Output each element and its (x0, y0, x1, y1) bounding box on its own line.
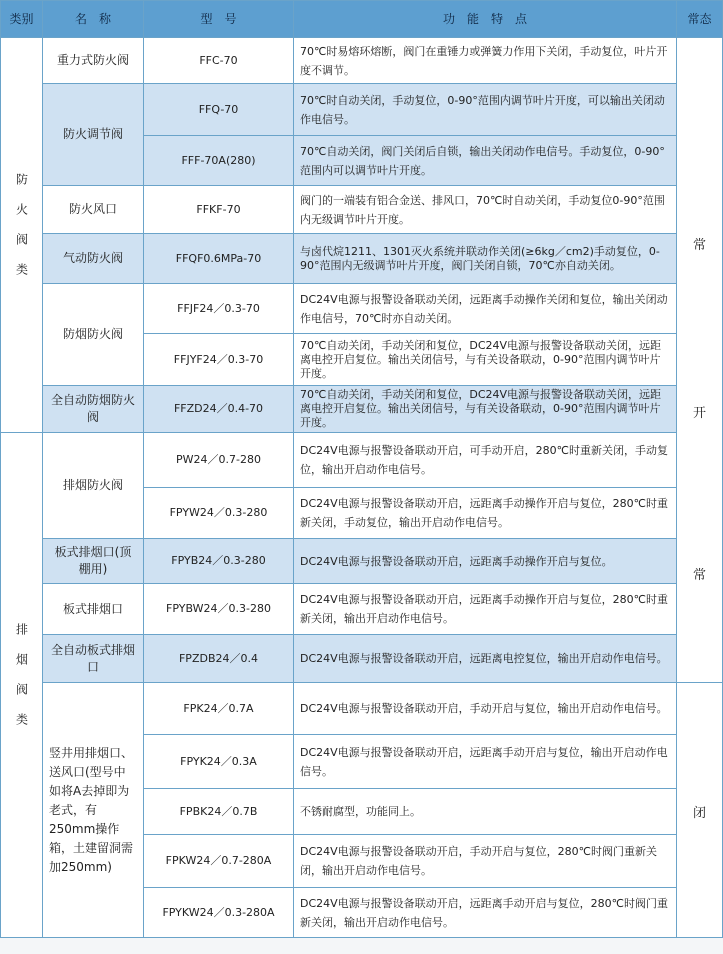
function-cell: DC24V电源与报警设备联动关闭，远距离手动操作关闭和复位，输出关闭动作电信号，70℃时亦自动关闭。 (294, 284, 677, 334)
function-cell: 阀门的一端装有铝合金送、排风口，70℃时自动关闭，手动复位0-90°范围内无级调节叶片开度。 (294, 186, 677, 234)
function-cell: 70℃时自动关闭，手动复位，0-90°范围内调节叶片开度，可以输出关闭动作电信号。 (294, 84, 677, 136)
table-row (1, 539, 723, 584)
table-row (1, 635, 723, 683)
category-fire (1, 38, 43, 433)
name-cell: 板式排烟口(顶棚用) (43, 539, 144, 584)
model-cell: FFZD24／0.4-70 (144, 386, 294, 433)
state-cell-open (677, 38, 723, 683)
model-cell: FPBK24／0.7B (144, 789, 294, 835)
model-cell: FFQ-70 (144, 84, 294, 136)
header-function: 功 能 特 点 (294, 1, 677, 38)
state-char: 开 (692, 406, 706, 421)
model-cell: FFJYF24／0.3-70 (144, 334, 294, 386)
name-cell: 排烟防火阀 (43, 433, 144, 539)
category-smoke-text: 排烟阀类 (14, 622, 29, 743)
name-cell: 全自动防烟防火阀 (43, 386, 144, 433)
state-char: 常 (692, 238, 706, 253)
model-cell: FFQF0.6MPa-70 (144, 234, 294, 284)
function-cell: 不锈耐腐型，功能同上。 (294, 789, 677, 835)
name-cell: 全自动板式排烟口 (43, 635, 144, 683)
name-cell: 气动防火阀 (43, 234, 144, 284)
function-cell: DC24V电源与报警设备联动开启，手动开启与复位，280℃时阀门重新关闭，输出开启动作电信号。 (294, 835, 677, 888)
model-cell: FFF-70A(280) (144, 136, 294, 186)
table-row (1, 683, 723, 735)
model-cell: FPYB24／0.3-280 (144, 539, 294, 584)
model-cell: FFC-70 (144, 38, 294, 84)
table-row (1, 386, 723, 433)
function-cell: DC24V电源与报警设备联动开启，远距离手动开启与复位，输出开启动作电信号。 (294, 735, 677, 789)
model-cell: FPYK24／0.3A (144, 735, 294, 789)
name-cell: 竖井用排烟口、送风口(型号中如将A去掉即为老式，有250mm操作箱，土建留洞需加250mm) (43, 683, 144, 938)
state-char: 常 (692, 568, 706, 583)
function-cell: 70℃自动关闭，手动关闭和复位，DC24V电源与报警设备联动关闭，远距离电控开启复位。输出关闭信号，与有关设备联动，0-90°范围内调节叶片开度。 (294, 386, 677, 433)
function-cell: DC24V电源与报警设备联动开启，远距离手动操作开启与复位。 (294, 539, 677, 584)
function-cell: DC24V电源与报警设备联动开启，远距离手动开启与复位，280℃时阀门重新关闭，输出开启动作电信号。 (294, 888, 677, 938)
model-cell: FFJF24／0.3-70 (144, 284, 294, 334)
function-cell: DC24V电源与报警设备联动开启，手动开启与复位，输出开启动作电信号。 (294, 683, 677, 735)
category-smoke (1, 433, 43, 938)
state-char: 闭 (692, 806, 706, 821)
header-state: 常态 (677, 1, 723, 38)
header-row (1, 1, 723, 38)
model-cell: FPKW24／0.7-280A (144, 835, 294, 888)
function-cell: DC24V电源与报警设备联动开启，远距离手动操作开启与复位，280℃时重新关闭，手动复位，输出开启动作电信号。 (294, 488, 677, 539)
table-row (1, 284, 723, 334)
table-row (1, 84, 723, 136)
name-cell: 防火调节阀 (43, 84, 144, 186)
table-row (1, 433, 723, 488)
name-cell: 防火风口 (43, 186, 144, 234)
header-name: 名 称 (43, 1, 144, 38)
name-cell: 板式排烟口 (43, 584, 144, 635)
category-fire-text: 防火阀类 (14, 172, 29, 293)
model-cell: FFKF-70 (144, 186, 294, 234)
table-row (1, 38, 723, 84)
function-cell: 70℃自动关闭，阀门关闭后自锁，输出关闭动作电信号。手动复位，0-90°范围内可以调节叶片开度。 (294, 136, 677, 186)
model-cell: FPYBW24／0.3-280 (144, 584, 294, 635)
table-row (1, 186, 723, 234)
state-cell-closed (677, 568, 723, 938)
name-cell: 防烟防火阀 (43, 284, 144, 386)
name-cell: 重力式防火阀 (43, 38, 144, 84)
model-cell: FPYKW24／0.3-280A (144, 888, 294, 938)
function-cell: DC24V电源与报警设备联动开启，远距离电控复位，输出开启动作电信号。 (294, 635, 677, 683)
function-cell: 与卤代烷1211、1301灭火系统并联动作关闭(≥6kg／cm2)手动复位，0-90°范围内无级调节叶片开度，阀门关闭自锁，70℃亦自动关闭。 (294, 234, 677, 284)
table-row (1, 234, 723, 284)
model-cell: FPYW24／0.3-280 (144, 488, 294, 539)
header-model: 型 号 (144, 1, 294, 38)
table-row (1, 584, 723, 635)
model-cell: FPZDB24／0.4 (144, 635, 294, 683)
function-cell: 70℃自动关闭，手动关闭和复位，DC24V电源与报警设备联动关闭，远距离电控开启复位。输出关闭信号，与有关设备联动，0-90°范围内调节叶片开度。 (294, 334, 677, 386)
header-category: 类别 (1, 1, 43, 38)
function-cell: 70℃时易熔环熔断，阀门在重锤力或弹簧力作用下关闭，手动复位，叶片开度不调节。 (294, 38, 677, 84)
function-cell: DC24V电源与报警设备联动开启，远距离手动操作开启与复位，280℃时重新关闭，输出开启动作电信号。 (294, 584, 677, 635)
function-cell: DC24V电源与报警设备联动开启，可手动开启，280℃时重新关闭，手动复位，输出开启动作电信号。 (294, 433, 677, 488)
model-cell: PW24／0.7-280 (144, 433, 294, 488)
model-cell: FPK24／0.7A (144, 683, 294, 735)
